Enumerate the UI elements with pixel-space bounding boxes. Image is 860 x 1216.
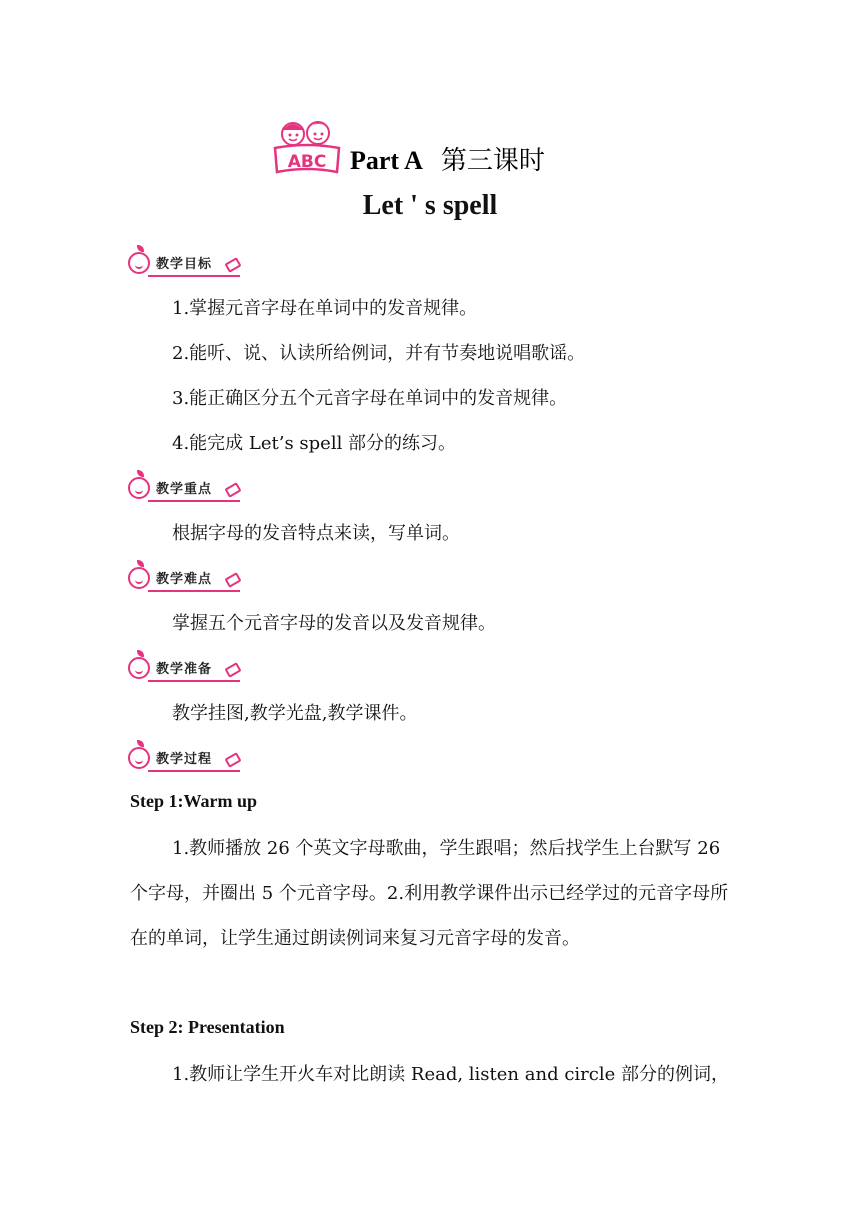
apple-icon — [128, 252, 150, 274]
pencil-icon — [224, 752, 241, 768]
objective-item: 1.掌握元音字母在单词中的发音规律。 — [172, 298, 478, 319]
difficulties-text: 掌握五个元音字母的发音以及发音规律。 — [172, 613, 496, 634]
apple-icon — [128, 477, 150, 499]
page-subtitle: Let ' s spell — [362, 190, 498, 221]
title-lesson: 第三课时 — [440, 146, 545, 176]
section-label: 教学难点 — [156, 572, 213, 587]
leaf-icon — [137, 245, 144, 252]
underline-divider — [148, 770, 240, 772]
objective-item: 4.能完成 Let’s spell 部分的练习。 — [172, 433, 457, 454]
leaf-icon — [137, 470, 144, 477]
preparation-text: 教学挂图,教学光盘,教学课件。 — [172, 703, 418, 724]
key-points-text: 根据字母的发音特点来读，写单词。 — [172, 523, 460, 544]
section-header-difficulties — [128, 565, 248, 593]
pencil-icon — [224, 662, 241, 678]
leaf-icon — [137, 740, 144, 747]
section-label: 教学重点 — [156, 482, 213, 497]
step-text: 1.教师让学生开火车对比朗读 Read, listen and circle 部分的例词， — [172, 1064, 729, 1085]
leaf-icon — [137, 650, 144, 657]
pencil-icon — [224, 482, 241, 498]
title-part: Part A — [350, 146, 423, 175]
apple-icon — [128, 567, 150, 589]
pencil-icon — [224, 257, 241, 273]
section-label: 教学目标 — [156, 257, 213, 272]
pencil-icon — [224, 572, 241, 588]
objective-item: 3.能正确区分五个元音字母在单词中的发音规律。 — [172, 388, 568, 409]
underline-divider — [148, 680, 240, 682]
abc-kids-logo-icon — [271, 118, 343, 176]
objective-item: 2.能听、说、认读所给例词，并有节奏地说唱歌谣。 — [172, 343, 586, 364]
section-label: 教学准备 — [156, 662, 213, 677]
step-text: 1.教师播放 26 个英文字母歌曲，学生跟唱；然后找学生上台默写 26 个字母，并圈出 5 个元音字母。2.利用教学课件出示已经学过的元音字母所在的单词，让学生通过朗读例词来复习元音字母的发音。 — [130, 838, 729, 949]
underline-divider — [148, 590, 240, 592]
logo-text: ABC — [287, 152, 327, 172]
step-heading: Step 1:Warm up — [130, 791, 258, 811]
apple-icon — [128, 657, 150, 679]
apple-icon — [128, 747, 150, 769]
section-label: 教学过程 — [156, 752, 213, 767]
page-title — [350, 140, 545, 177]
step-heading: Step 2: Presentation — [130, 1017, 285, 1037]
section-header-preparation — [128, 655, 248, 683]
underline-divider — [148, 500, 240, 502]
title-row — [0, 118, 860, 178]
section-header-process — [128, 745, 248, 773]
leaf-icon — [137, 560, 144, 567]
section-header-objectives — [128, 250, 248, 278]
section-header-key-points — [128, 475, 248, 503]
underline-divider — [148, 275, 240, 277]
